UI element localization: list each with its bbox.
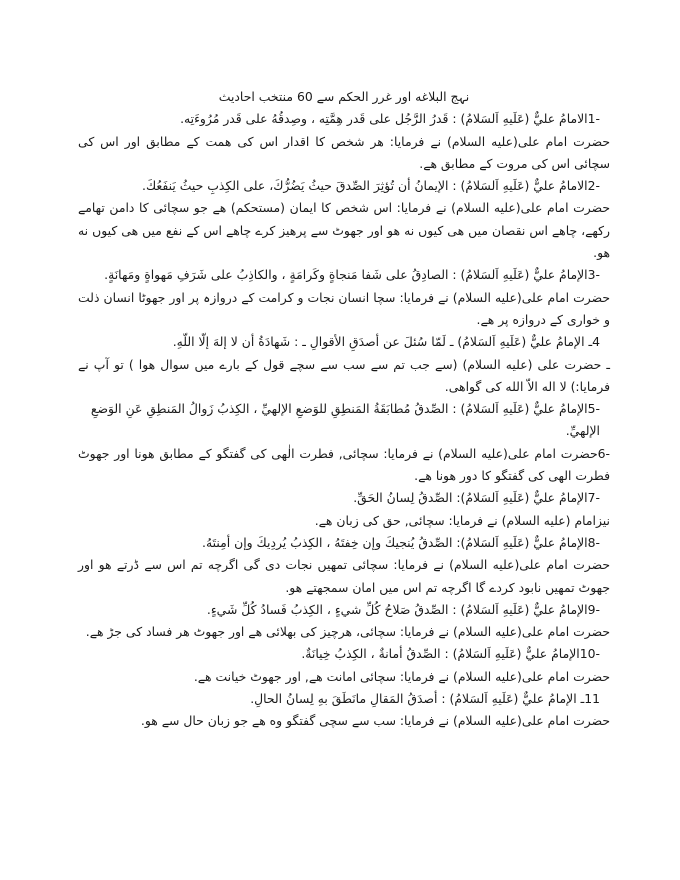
hadith-urdu-translation: -6حضرت امام علی(علیه السلام) نے فرمایا: سچائی, فطرت الٰهی کی گفتگو کے مطابق هونا اور جهوٹ فطرت الهی کی گفتگو کا دور هونا هے. — [78, 445, 610, 484]
hadith-arabic-text: -5الإمامُ عليٌّ (عَلَيهِ اَلسَلامُ) : الصِّدقُ مُطابَقَةُ المَنطِقِ للوَضعِ الإلهيِّ ، الكِذبُ زَوالُ المَنطِقِ عَنِ الوَضعِ الإلهيِّ. — [90, 401, 600, 439]
document-title: نہج البلاغه اور غرر الحکم سے 60 منتخب احادیث — [218, 89, 470, 104]
hadith-arabic-text: 11ـ الإمامُ عليٌّ (عَلَيهِ اَلسَلامُ) : أصدَقُ المَقالِ مانَطَقَ بهِ لِسانُ الحالِ. — [250, 691, 600, 707]
hadith-arabic-text: 4ـ الإمامُ عليٌّ (عَلَيهِ اَلسَلامُ) ـ لَمّا سُئلَ عن أصدَقِ الأقوالِ ـ : شَهادَةُ أن لا إلهَ إلّا اللّهِ. — [172, 334, 600, 350]
hadith-urdu-translation: نیزامام (علیه السلام) نے فرمایا: سچائی, حق کی زبان هے. — [314, 512, 610, 528]
hadith-arabic-text: -8الإمامُ عليٌّ (عَلَيهِ اَلسَلامُ): الصِّدقُ يُنجيكَ وإن خِفتَهُ ، الكِذبُ يُردِيكَ وإن أمِنتَهُ. — [202, 534, 600, 550]
hadith-arabic-text: -3الإمامُ عليٌّ (عَلَيهِ اَلسَلامُ) : الصادِقُ على شَفا مَنجاةٍ وكَرامَةٍ ، والكاذِبُ على شَرَفِ مَهواةٍ ومَهانَةٍ. — [104, 267, 600, 283]
hadith-urdu-translation: ـ حضرت علی (علیه السلام) (سے جب تم سے سب سے سچے قول کے بارے میں سوال هوا ) تو آپ نے فرمایا:) لا اله الاّ الله کی گواهی. — [78, 356, 610, 394]
hadith-arabic-text: -1الامامُ عليٌّ (عَلَيهِ اَلسَلامُ) : قَدرُ الرَّجُل على قَدر هِمَّتِه ، وصِدقُهُ على قَدر مُرُوءَتِه. — [180, 111, 600, 127]
hadith-arabic-text: -10الإمامُ عليٌّ (عَلَيهِ اَلسَلامُ) : الصِّدقُ أمانةٌ ، الكِذبُ خِيانَةٌ. — [301, 646, 600, 662]
hadith-urdu-translation: حضرت امام علی(علیه السلام) نے فرمایا: سب سے سچی گفتگو وه هے جو زبان حال سے هو. — [140, 713, 610, 729]
hadith-urdu-translation: حضرت امام علی(علیه السلام) نے فرمایا: سچائی، هرچیز کی بهلائی هے اور جهوٹ هر فساد کی جڑ هے. — [85, 624, 610, 640]
hadith-urdu-translation: حضرت امام علی(علیه السلام) نے فرمایا: سچا انسان نجات و کرامت کے دروازہ پر اور جهوٹا انسان ذلت و خواری کے دروازه پر هے. — [78, 289, 610, 327]
document-body — [78, 108, 610, 732]
hadith-urdu-translation: حضرت امام علی(علیه السلام) نے فرمایا: هر شخص کا اقدار اس کی همت کے مطابق اور اس کی سچائی اس کی مروت کے مطابق هے. — [78, 133, 610, 171]
document-page — [78, 86, 610, 733]
hadith-urdu-translation: حضرت امام علی(علیه السلام) نے فرمایا: سچائی تمهیں نجات دی گی اگرچه تم اس سے ڈرتے هو اور جهوٹ تمهیں نابود کردے گا اگرچه تم اس میں امان سمجهتے هو. — [78, 557, 610, 595]
hadith-arabic-text: -7الإمامُ عليٌّ (عَلَيهِ اَلسَلامُ): الصِّدقُ لِسانُ الحَقِّ. — [353, 490, 600, 506]
hadith-urdu-translation: حضرت امام علی(علیه السلام) نے فرمایا: اس شخص کا ایمان (مستحکم) هے جو سچائی کا دامن تهامے رکهے، چاهے اس نقصان میں هی کیوں نه هو اور جهوٹ سے پرهیز کرے چاهے اس کے نفع میں هی کیوں نه هو. — [78, 200, 610, 261]
hadith-arabic-text: -2الامامُ عليٌّ (عَلَيهِ اَلسَلامُ) : الإيمانُ أن تُؤثِرَ الصِّدقَ حيثُ يَضُرُّكَ، على الكِذبِ حيثُ يَنفَعُكَ. — [142, 178, 600, 194]
hadith-arabic-text: -9الإمامُ عليٌّ (عَلَيهِ اَلسَلامُ) : الصِّدقُ صَلاحُ كُلِّ شيءٍ ، الكِذبُ فَسادُ كُلِّ شَيءٍ. — [206, 601, 600, 617]
hadith-urdu-translation: حضرت امام علی(علیه السلام) نے فرمایا: سچائی امانت هے, اور جهوٹ خیانت هے. — [193, 668, 610, 684]
